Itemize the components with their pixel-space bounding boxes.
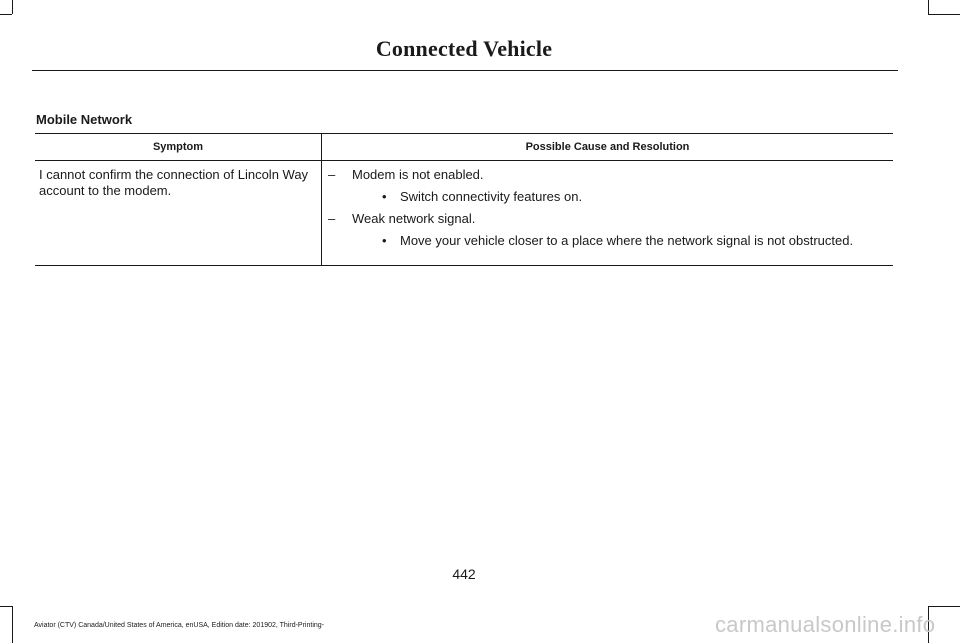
table-row bbox=[35, 161, 893, 266]
page-title: Connected Vehicle bbox=[375, 36, 553, 61]
cause-resolution-cell bbox=[322, 161, 894, 266]
header-divider bbox=[32, 70, 898, 71]
table-header-row bbox=[35, 134, 893, 161]
dash-marker: – bbox=[328, 167, 336, 182]
page-number: 442 bbox=[452, 566, 476, 582]
crop-mark-top-right-h bbox=[928, 14, 960, 15]
resolution-list bbox=[352, 233, 889, 249]
resolution-item bbox=[352, 189, 889, 205]
crop-mark-top-left-h bbox=[0, 14, 12, 15]
edition-footer: Aviator (CTV) Canada/United States of America, enUSA, Edition date: 201902, Third-Printing- bbox=[34, 622, 325, 629]
symptom-cell: I cannot confirm the connection of Lincoln Way account to the modem. bbox=[35, 161, 322, 266]
crop-mark-top-left-v bbox=[12, 0, 13, 14]
crop-mark-top-right-v bbox=[928, 0, 929, 14]
resolution-text: Switch connectivity features on. bbox=[400, 189, 583, 204]
resolution-item bbox=[352, 233, 889, 249]
dash-marker: – bbox=[328, 211, 336, 226]
cause-text: Modem is not enabled. bbox=[352, 167, 484, 182]
column-header-symptom: Symptom bbox=[35, 134, 322, 161]
cause-item bbox=[326, 211, 889, 249]
troubleshooting-table bbox=[35, 133, 893, 266]
resolution-list bbox=[352, 189, 889, 205]
cause-list bbox=[326, 167, 889, 249]
resolution-text: Move your vehicle closer to a place where the network signal is not obstructed. bbox=[400, 233, 854, 248]
crop-mark-bottom-left-h bbox=[0, 606, 12, 607]
bullet-marker: • bbox=[382, 233, 387, 248]
cause-item bbox=[326, 167, 889, 205]
watermark: carmanualsonline.info bbox=[715, 612, 936, 637]
crop-mark-bottom-left-v bbox=[12, 606, 13, 643]
column-header-cause-resolution: Possible Cause and Resolution bbox=[322, 134, 894, 161]
bullet-marker: • bbox=[382, 189, 387, 204]
cause-text: Weak network signal. bbox=[352, 211, 476, 226]
section-heading: Mobile Network bbox=[36, 112, 133, 127]
crop-mark-bottom-right-h bbox=[928, 606, 960, 607]
